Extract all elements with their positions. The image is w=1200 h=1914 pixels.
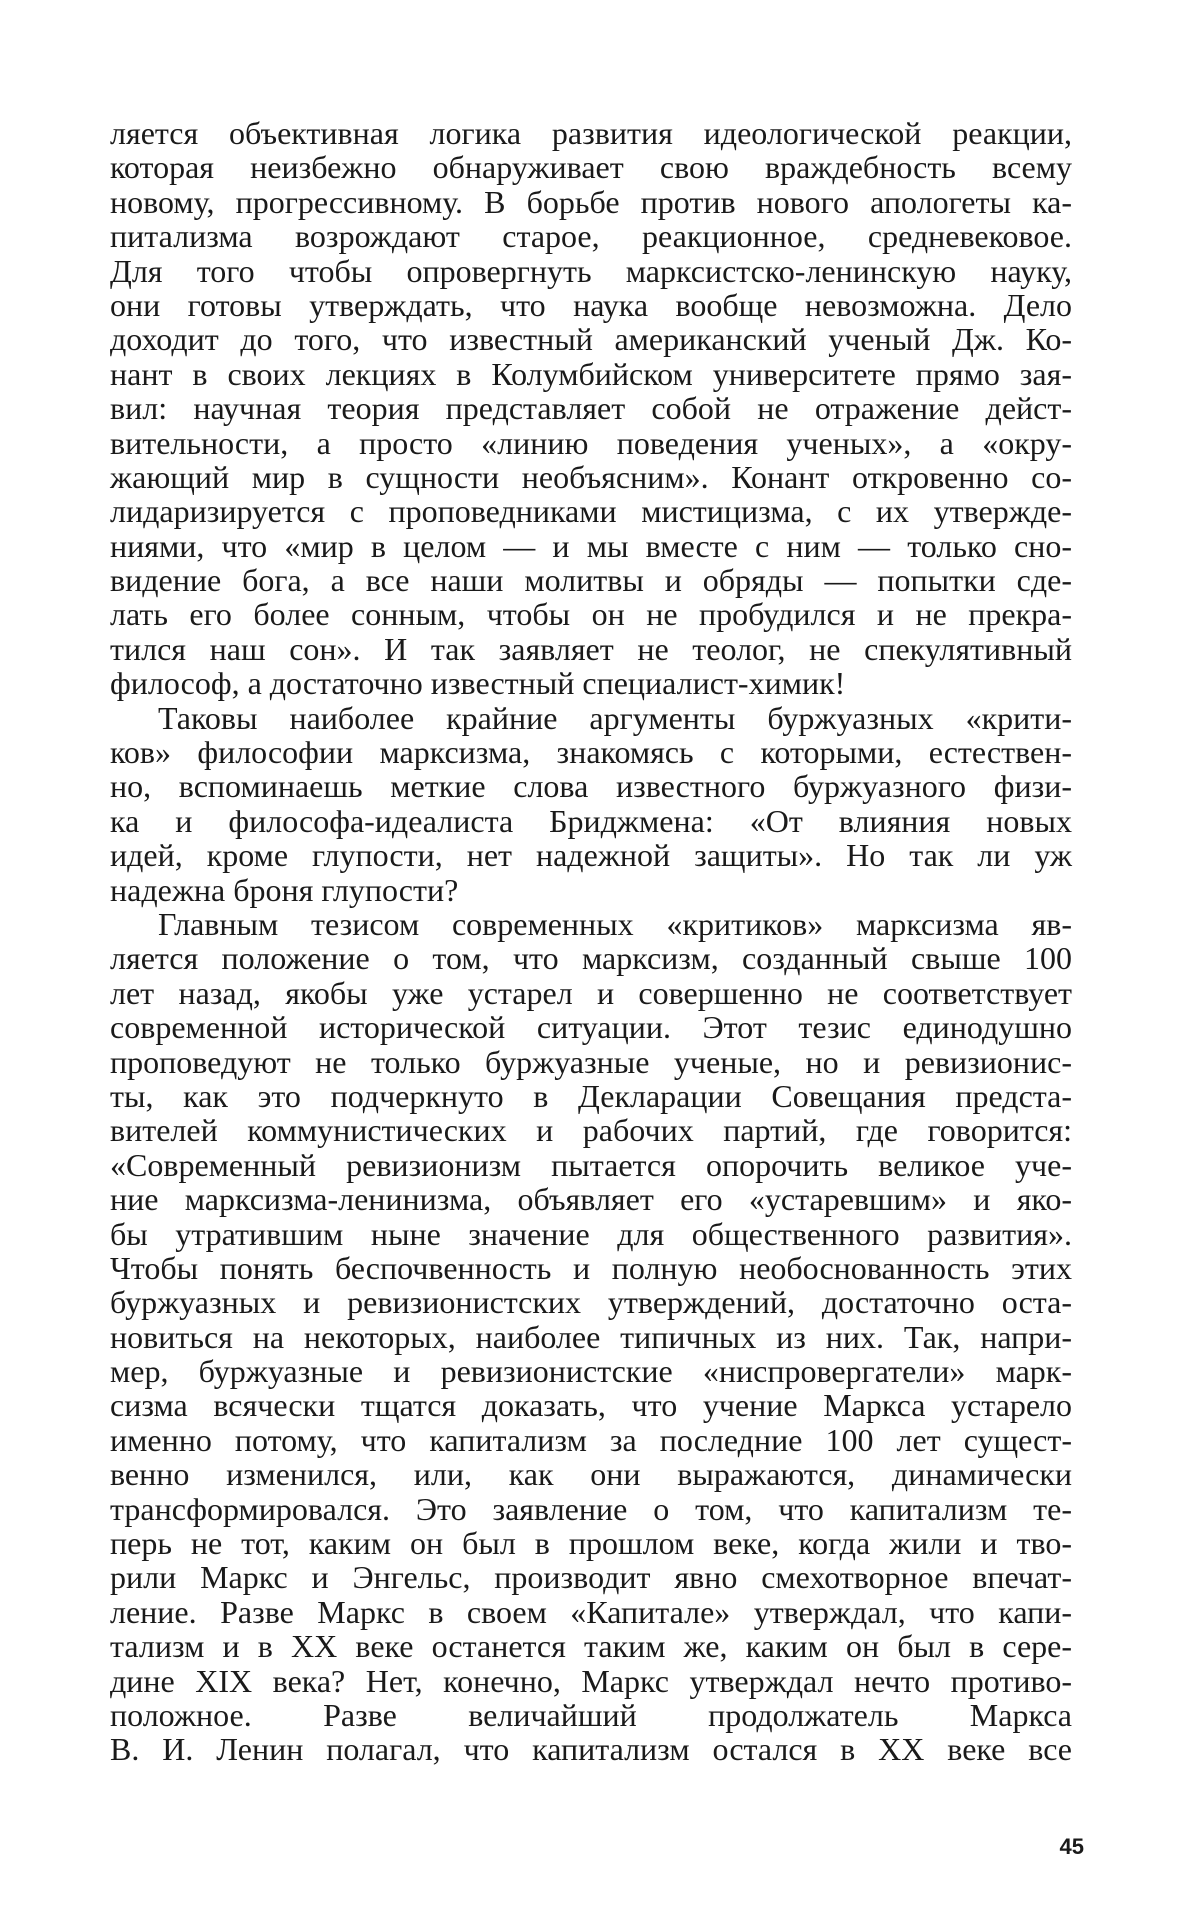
text-line: ты, как это подчеркнуто в Декларации Совещания предста- [110, 1077, 1072, 1114]
text-line: дине XIX века? Нет, конечно, Маркс утверждал нечто противо- [110, 1662, 1072, 1699]
text-line: венно изменился, или, как они выражаются, динамически [110, 1456, 1072, 1493]
text-line: которая неизбежно обнаруживает свою враждебность всему [110, 149, 1072, 186]
text-line: рили Маркс и Энгельс, производит явно смехотворное впечат- [110, 1559, 1072, 1596]
text-line: ниями, что «мир в целом — и мы вместе с ним — только сно- [110, 527, 1072, 564]
text-line: сизма всячески тщатся доказать, что учение Маркса устарело [110, 1387, 1072, 1424]
text-line: лать его более сонным, чтобы он не пробудился и не прекра- [110, 596, 1072, 633]
text-line: ляется положение о том, что марксизм, созданный свыше 100 [110, 940, 1072, 977]
text-line: вил: научная теория представляет собой не отражение дейст- [110, 390, 1072, 427]
text-line: Чтобы понять беспочвенность и полную необоснованность этих [110, 1249, 1072, 1286]
text-line: «Современный ревизионизм пытается опорочить великое уче- [110, 1146, 1072, 1183]
text-line: мер, буржуазные и ревизионистские «ниспровергатели» марк- [110, 1353, 1072, 1390]
text-line: тализм и в XX веке останется таким же, каким он был в сере- [110, 1628, 1072, 1665]
text-line: новому, прогрессивному. В борьбе против нового апологеты ка- [110, 183, 1072, 220]
text-line: лет назад, якобы уже устарел и совершенно не соответствует [110, 974, 1072, 1011]
text-line: нант в своих лекциях в Колумбийском университете прямо зая- [110, 355, 1072, 392]
text-line: Главным тезисом современных «критиков» марксизма яв- [158, 905, 1072, 942]
text-line: перь не тот, каким он был в прошлом веке, когда жили и тво- [110, 1525, 1072, 1562]
text-line: философ, а достаточно известный специалист-химик! [110, 665, 846, 702]
text-line: доходит до того, что известный американский ученый Дж. Ко- [110, 321, 1072, 358]
page-number: 45 [1059, 1834, 1084, 1859]
text-line: положное. Разве величайший продолжатель Маркса [110, 1696, 1072, 1733]
text-line: вителей коммунистических и рабочих партий, где говорится: [110, 1112, 1072, 1149]
text-line: тился наш сон». И так заявляет не теолог, не спекулятивный [110, 630, 1072, 667]
text-line: видение бога, а все наши молитвы и обряды — попытки сде- [110, 562, 1072, 599]
text-line: жающий мир в сущности необъясним». Конант откровенно со- [110, 458, 1072, 495]
text-line: надежна броня глупости? [110, 871, 459, 908]
text-line: питализма возрождают старое, реакционное, средневековое. [110, 218, 1072, 255]
text-line: ка и философа-идеалиста Бриджмена: «От влияния новых [110, 802, 1072, 839]
text-line: именно потому, что капитализм за последние 100 лет сущест- [110, 1421, 1072, 1458]
text-line: бы утратившим ныне значение для общественного развития». [110, 1215, 1072, 1252]
body-text [110, 116, 1072, 1767]
text-line: ков» философии марксизма, знакомясь с которыми, естествен- [110, 734, 1072, 771]
text-line: трансформировался. Это заявление о том, что капитализм те- [110, 1490, 1072, 1527]
text-line: новиться на некоторых, наиболее типичных из них. Так, напри- [110, 1318, 1072, 1355]
text-line: проповедуют не только буржуазные ученые, но и ревизионис- [110, 1043, 1072, 1080]
text-line: ление. Разве Маркс в своем «Капитале» утверждал, что капи- [110, 1593, 1072, 1630]
text-line: буржуазных и ревизионистских утверждений, достаточно оста- [110, 1284, 1072, 1321]
text-line: но, вспоминаешь меткие слова известного буржуазного физи- [110, 768, 1072, 805]
text-line: ние марксизма-ленинизма, объявляет его «устаревшим» и яко- [110, 1181, 1072, 1218]
text-line: они готовы утверждать, что наука вообще невозможна. Дело [110, 286, 1072, 323]
text-line: современной исторической ситуации. Этот тезис единодушно [110, 1009, 1072, 1046]
text-line: вительности, а просто «линию поведения ученых», а «окру- [110, 424, 1072, 461]
text-line: идей, кроме глупости, нет надежной защиты». Но так ли уж [110, 837, 1072, 874]
text-line: Для того чтобы опровергнуть марксистско-ленинскую науку, [110, 252, 1072, 289]
text-line: ляется объективная логика развития идеологической реакции, [110, 115, 1072, 151]
text-line: лидаризируется с проповедниками мистицизма, с их утвержде- [110, 493, 1072, 530]
text-line: В. И. Ленин полагал, что капитализм остался в XX веке все [110, 1731, 1072, 1768]
text-line: Таковы наиболее крайние аргументы буржуазных «крити- [158, 699, 1072, 736]
